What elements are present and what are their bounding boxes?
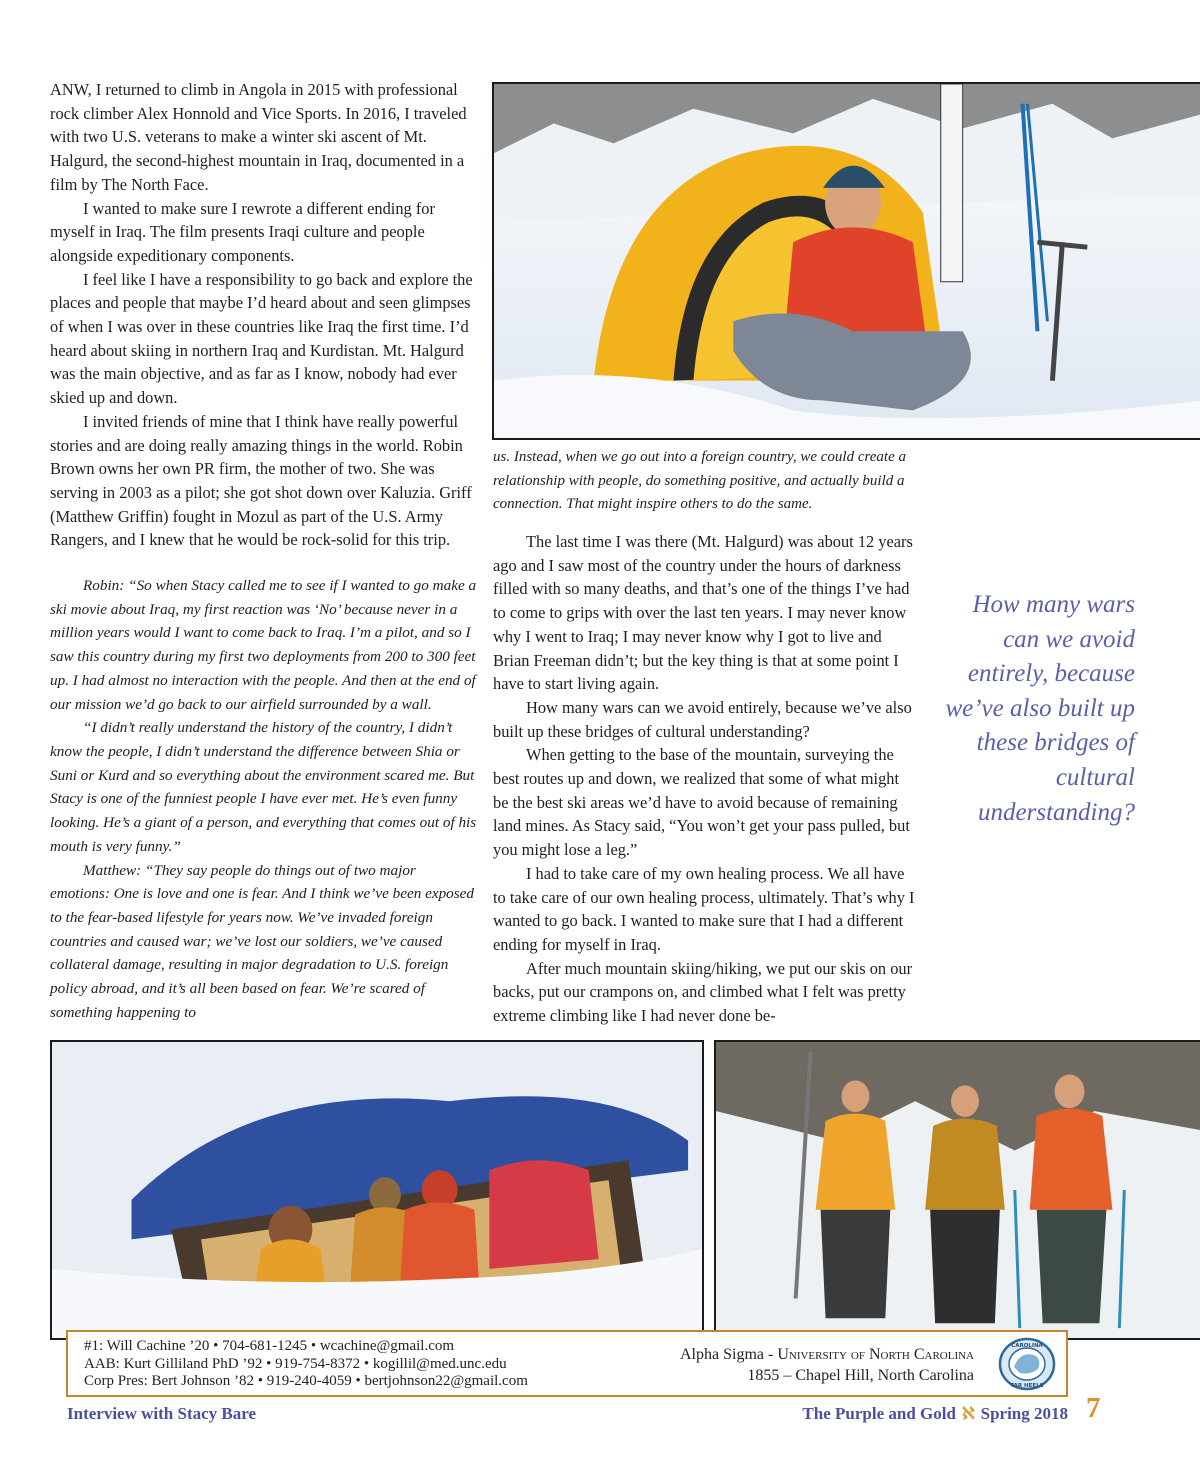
seal-text-bottom: TAR HEELS (1010, 1383, 1044, 1389)
skiers-photo (714, 1040, 1200, 1340)
contact-line: AAB: Kurt Gilliland PhD ’92 • 919-754-8372 • kogillil@med.unc.edu (84, 1355, 507, 1372)
unc-seal-logo (998, 1337, 1056, 1391)
article-title-footer: Interview with Stacy Bare (67, 1404, 257, 1423)
quote-paragraph: Matthew: “They say people do things out of two major emotions: One is love and one is fear. And I think we’ve been exposed to the fear-based lifestyle for years now. We’ve invaded foreign countries and caused war; we’ve lost our soldiers, we’ve caused collateral damage, resulting in major degradation to U.S. foreign policy abroad, and it’s all been based on fear. We’re scared of something happening to (50, 861, 475, 1021)
contact-line: Corp Pres: Bert Johnson ’82 • 919-240-4059 • bertjohnson22@gmail.com (84, 1373, 528, 1389)
contact-line: #1: Will Cachine ’20 • 704-681-1245 • wcachine@gmail.com (84, 1338, 455, 1354)
chapter-name: Alpha Sigma - (680, 1346, 778, 1363)
tent-photo (492, 82, 1200, 440)
issue-date: Spring 2018 (980, 1404, 1068, 1423)
snow-cave-photo (50, 1040, 704, 1340)
quote-paragraph: Robin: “So when Stacy called me to see if I wanted to go make a ski movie about Iraq, my first reaction was ‘No’ because never in a million years would I want to come back to Iraq. I’m a pilot, and so I saw this country during my first two deployments from 200 to 300 feet up. I had almost no interaction with the people. And then at the end of our mission we’d go back to our airfield surrounded by a wall. (50, 577, 477, 713)
chapter-founded: 1855 – Chapel Hill, North Carolina (747, 1367, 974, 1384)
contact-box (66, 1330, 1068, 1397)
middle-column (493, 530, 915, 1028)
publication-footer (802, 1404, 1068, 1424)
body-paragraph: I had to take care of my own healing process. We all have to take care of our own healing process, ultimately. That’s why I wanted to go back. I wanted to make sure that I had a different ending for myself in Iraq. (493, 863, 915, 954)
left-column (50, 78, 478, 1024)
body-paragraph: I wanted to make sure I rewrote a different ending for myself in Iraq. The film presents Iraqi culture and people alongside expeditionary components. (50, 198, 435, 265)
pull-quote: How many wars can we avoid entirely, because we’ve also built up these bridges of cultural understanding? (945, 591, 1135, 826)
university-name: University of North Carolina (777, 1346, 974, 1363)
photo-caption: us. Instead, when we go out into a foreign country, we could create a relationship with people, do something positive, and actually build a connection. That might inspire others to do the same. (493, 449, 906, 513)
body-paragraph: When getting to the base of the mountain, surveying the best routes up and down, we realized that some of what might be the best ski areas we’d have to avoid because of remaining land mines. As Stacy said, “You won’t get your pass pulled, but you might lose a leg.” (493, 745, 910, 860)
body-paragraph: The last time I was there (Mt. Halgurd) was about 12 years ago and I saw most of the country under the hours of darkness filled with so many deaths, and that’s one of the things I’ve had to come to grips with over the last ten years. I may never know why I went to Iraq; I may never know why I got to live and Brian Freeman didn’t; but the key thing is that at some point I have to start living again. (493, 532, 913, 694)
quote-paragraph: “I didn’t really understand the history of the country, I didn’t know the people, I didn’t understand the difference between Shia or Suni or Kurd and so everything about the environment scared me. But Stacy is one of the funniest people I have ever met. He’s even funny looking. He’s a giant of a person, and everything that comes out of his mouth is very funny.” (50, 719, 477, 855)
body-paragraph: After much mountain skiing/hiking, we put our skis on our backs, put our crampons on, and climbed what I felt was pretty extreme climbing like I had never done be- (493, 958, 913, 1026)
body-paragraph: ANW, I returned to climb in Angola in 2015 with professional rock climber Alex Honnold and Vice Sports. In 2016, I traveled with two U.S. veterans to make a winter ski ascent of Mt. Halgurd, the second-highest mountain in Iraq, documented in a film by The North Face. (50, 80, 467, 194)
body-paragraph: How many wars can we avoid entirely, because we’ve also built up these bridges of cultural understanding? (493, 697, 912, 741)
body-paragraph: I feel like I have a responsibility to go back and explore the places and people that maybe I’d heard about and seen glimpses of when I was over in these countries like Iraq the first time. I’d heard about skiing in northern Iraq and Kurdistan. Mt. Halgurd was the main objective, and as far as I know, nobody had ever skied up and down. (50, 269, 473, 408)
fraternity-mark-icon: ℵ (961, 1404, 975, 1423)
page-number: 7 (1086, 1392, 1101, 1424)
chapter-info (680, 1344, 974, 1386)
publication-name: The Purple and Gold (802, 1404, 956, 1423)
contact-list (84, 1338, 528, 1391)
seal-text-top: CAROLINA (1011, 1343, 1043, 1349)
body-paragraph: I invited friends of mine that I think have really powerful stories and are doing really amazing things in the world. Robin Brown owns her own PR firm, the mother of two. She was serving in 2003 as a pilot; she got shot down over Kaluzia. Griff (Matthew Griffin) fought in Mozul as part of the U.S. Army Rangers, and I knew that he would be rock-solid for this trip. (50, 411, 472, 550)
